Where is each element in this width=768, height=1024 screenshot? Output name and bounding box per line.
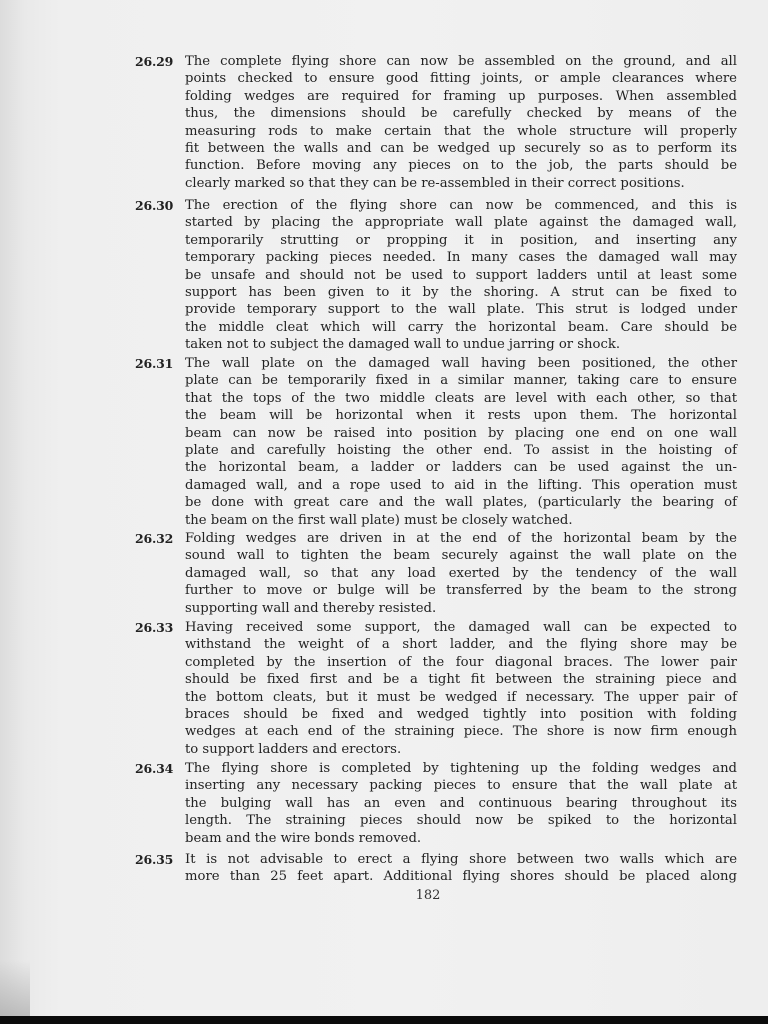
text-line: The complete flying shore can now be assembled on the ground, and all	[185, 54, 737, 69]
paragraph-text	[185, 197, 737, 354]
text-line: braces should be fixed and wedged tightly into position with folding	[185, 706, 737, 722]
paragraph-text	[185, 760, 737, 847]
text-line: fit between the walls and can be wedged up securely so as to perform its	[185, 140, 737, 156]
text-line: temporary packing pieces needed. In many cases the damaged wall may	[185, 250, 737, 266]
text-line: length. The straining pieces should now be spiked to the horizontal	[185, 813, 737, 829]
text-line: damaged wall, so that any load exerted by the tendency of the wall	[185, 565, 737, 581]
text-line: should be fixed first and be a tight fit between the straining piece and	[185, 672, 737, 688]
text-line: supporting wall and thereby resisted.	[185, 600, 437, 616]
text-line: damaged wall, and a rope used to aid in the lifting. This operation must	[185, 477, 737, 493]
paragraph-number: 26.34	[135, 761, 174, 776]
text-line: withstand the weight of a short ladder, and the flying shore may be	[185, 637, 737, 653]
text-line: beam can now be raised into position by placing one end on one wall	[185, 425, 737, 441]
paragraph-number: 26.35	[135, 852, 174, 867]
text-line: started by placing the appropriate wall plate against the damaged wall,	[185, 215, 737, 231]
paragraph-number: 26.30	[135, 198, 174, 213]
text-line: Having received some support, the damaged wall can be expected to	[185, 620, 737, 635]
text-line: to support ladders and erectors.	[185, 741, 402, 757]
text-line: It is not advisable to erect a flying shore between two walls which are	[185, 852, 737, 867]
page-number: 182	[415, 888, 441, 903]
text-line: more than 25 feet apart. Additional flying shores should be placed along	[185, 869, 737, 885]
text-line: taken not to subject the damaged wall to undue jarring or shock.	[185, 337, 621, 353]
paragraph-text	[185, 851, 737, 886]
paragraph-text	[185, 53, 737, 192]
text-line: thus, the dimensions should be carefully checked by means of the	[185, 106, 737, 122]
text-line: completed by the insertion of the four diagonal braces. The lower pair	[185, 654, 737, 670]
text-line: plate and carefully hoisting the other end. To assist in the hoisting of	[185, 442, 737, 458]
paragraph-text	[185, 619, 737, 758]
text-line: sound wall to tighten the beam securely against the wall plate on the	[185, 548, 737, 564]
text-line: The erection of the flying shore can now be commenced, and this is	[185, 198, 737, 213]
text-line: the middle cleat which will carry the horizontal beam. Care should be	[185, 319, 737, 335]
page-shadow	[0, 960, 30, 1016]
text-line: the bottom cleats, but it must be wedged if necessary. The upper pair of	[185, 689, 737, 705]
text-line: inserting any necessary packing pieces to ensure that the wall plate at	[185, 778, 737, 794]
paragraph-number: 26.33	[135, 620, 174, 635]
paragraph-number: 26.32	[135, 531, 174, 546]
paragraph-number: 26.29	[135, 54, 174, 69]
text-line: be done with great care and the wall plates, (particularly the bearing of	[185, 495, 737, 511]
text-line: provide temporary support to the wall plate. This strut is lodged under	[185, 302, 737, 318]
text-line: support has been given to it by the shoring. A strut can be fixed to	[185, 284, 737, 300]
text-line: The wall plate on the damaged wall having been positioned, the other	[185, 356, 737, 371]
text-line: the beam on the first wall plate) must be closely watched.	[185, 512, 573, 528]
text-line: plate can be temporarily fixed in a similar manner, taking care to ensure	[185, 373, 737, 389]
text-line: beam and the wire bonds removed.	[185, 830, 422, 846]
text-line: points checked to ensure good fitting joints, or ample clearances where	[185, 71, 737, 87]
text-line: temporarily strutting or propping it in position, and inserting any	[185, 232, 737, 248]
scan-bottom-edge	[0, 1016, 768, 1024]
paragraph-number: 26.31	[135, 356, 174, 371]
paragraph-text	[185, 355, 737, 529]
paragraph-text	[185, 530, 737, 617]
text-line: the bulging wall has an even and continuous bearing throughout its	[185, 795, 737, 811]
text-line: The flying shore is completed by tightening up the folding wedges and	[185, 761, 737, 776]
text-line: be unsafe and should not be used to support ladders until at least some	[185, 267, 737, 283]
text-line: Folding wedges are driven in at the end of the horizontal beam by the	[185, 531, 737, 546]
text-line: function. Before moving any pieces on to the job, the parts should be	[185, 158, 737, 174]
text-line: further to move or bulge will be transferred by the beam to the strong	[185, 583, 737, 599]
text-line: the horizontal beam, a ladder or ladders can be used against the un-	[185, 460, 737, 476]
text-line: wedges at each end of the straining piece. The shore is now firm enough	[185, 724, 737, 740]
text-line: measuring rods to make certain that the whole structure will properly	[185, 123, 737, 139]
text-line: folding wedges are required for framing up purposes. When assembled	[185, 88, 737, 104]
text-line: clearly marked so that they can be re-assembled in their correct positions.	[185, 175, 685, 191]
text-line: that the tops of the two middle cleats are level with each other, so that	[185, 390, 737, 406]
text-line: the beam will be horizontal when it rests upon them. The horizontal	[185, 408, 737, 424]
